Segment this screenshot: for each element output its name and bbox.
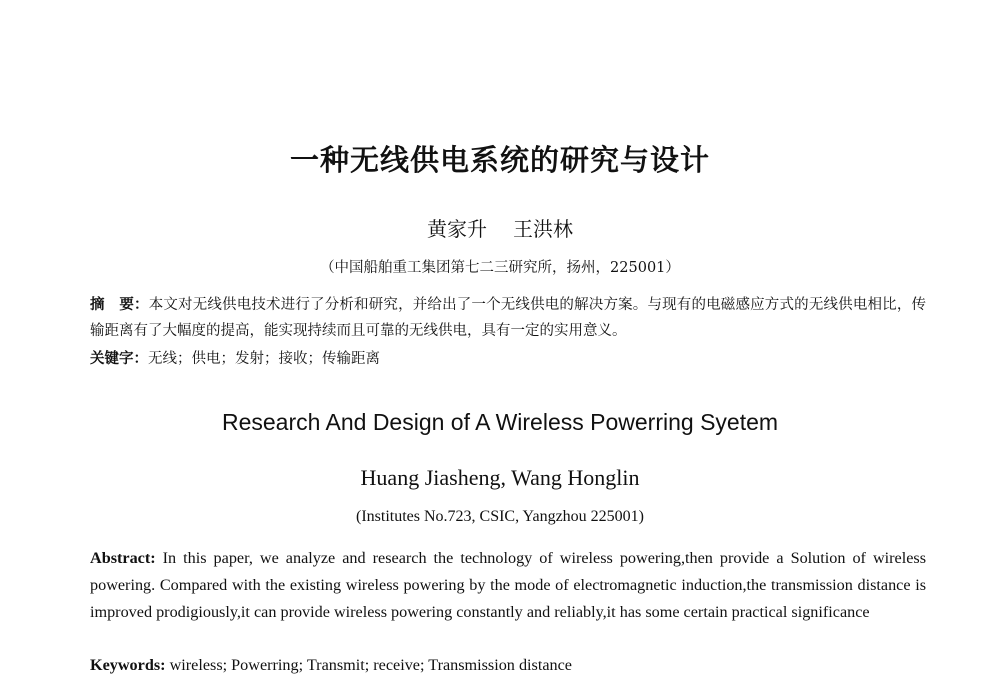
english-authors: Huang Jiasheng, Wang Honglin: [360, 465, 640, 490]
chinese-abstract-label: 摘 要：: [90, 297, 149, 313]
english-title: Research And Design of A Wireless Powerring Syetem: [221, 409, 779, 435]
chinese-keywords-text: 无线；供电；发射；接收；传输距离: [148, 351, 380, 367]
chinese-title: 一种无线供电系统的研究与设计: [289, 143, 710, 177]
chinese-affiliation: （中国船舶重工集团第七二三研究所，扬州，225001）: [320, 260, 680, 276]
english-abstract: [90, 545, 926, 626]
author-1: 黄家升: [427, 217, 487, 241]
chinese-abstract: [90, 292, 926, 344]
english-keywords: [90, 653, 926, 677]
english-affiliation: (Institutes No.723, CSIC, Yangzhou 225001): [355, 508, 644, 525]
english-abstract-label: Abstract:: [90, 549, 156, 567]
chinese-abstract-text: 本文对无线供电技术进行了分析和研究，并给出了一个无线供电的解决方案。与现有的电磁感应方式的无线供电相比，传输距离有了大幅度的提高，能实现持续而且可靠的无线供电，具有一定的实用意义。: [90, 297, 927, 339]
chinese-authors: [0, 213, 1000, 242]
english-abstract-text: In this paper, we analyze and research the technology of wireless powering,then provide a Solution of wireless powering. Compared with the existing wireless powering by the mode of electromagnetic induction,the transmission distance is improved prodigiously,it can provide wireless powering constantly and reliably,it has some certain practical significance: [90, 549, 926, 621]
chinese-keywords-label: 关键字：: [90, 351, 148, 367]
author-2: 王洪林: [513, 217, 573, 241]
english-keywords-label: Keywords:: [90, 656, 166, 674]
chinese-keywords: [90, 346, 926, 372]
english-keywords-text: wireless; Powerring; Transmit; receive; Transmission distance: [169, 656, 572, 674]
